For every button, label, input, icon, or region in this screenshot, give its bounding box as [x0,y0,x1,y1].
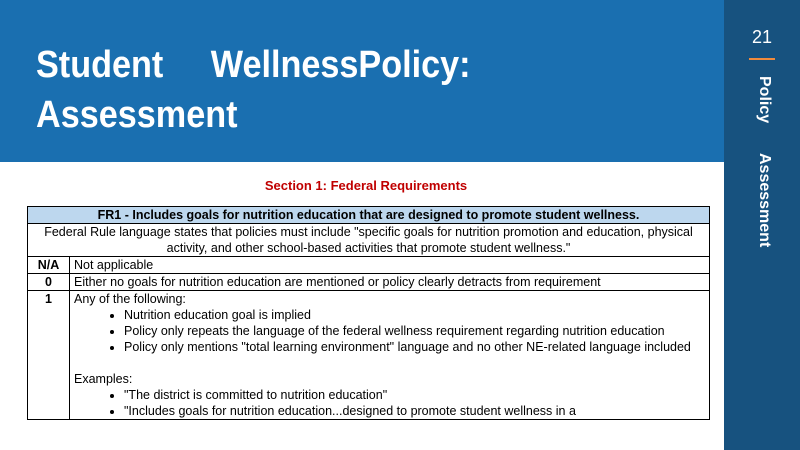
slide-number: 21 [751,27,773,47]
table-header-row [28,207,710,224]
criteria-bullet-list [74,307,705,355]
criteria-cell: Either no goals for nutrition education are mentioned or policy clearly detracts from requirement [70,274,710,291]
criteria-intro: Any of the following: [74,292,186,306]
table-description: Federal Rule language states that policies must include "specific goals for nutrition promotion and education, physical activity, and other school-based activities that promote student wellness." [28,224,710,257]
list-item: • Nutrition education goal is implied [124,307,705,323]
table-header: FR1 - Includes goals for nutrition education that are designed to promote student wellness. [28,207,710,224]
section-title: Section 1: Federal Requirements [264,178,468,193]
criteria-cell: Not applicable [70,257,710,274]
list-item: • Policy only mentions "total learning environment" language and no other NE-related language included [124,339,705,355]
right-sidebar [724,0,800,450]
list-item: • Policy only repeats the language of the federal wellness requirement regarding nutrition education [124,323,705,339]
list-item: • "The district is committed to nutrition education" [124,387,705,403]
examples-bullet-list [74,387,705,419]
table-row [28,257,710,274]
slide-number-underline [749,58,775,60]
table-description-row [28,224,710,257]
score-cell: 1 [28,291,70,420]
criteria-cell [70,291,710,420]
list-item: • "Includes goals for nutrition education...designed to promote student wellness in a [124,403,705,419]
score-cell: N/A [28,257,70,274]
table-row [28,274,710,291]
score-cell: 0 [28,274,70,291]
rubric-table [27,206,710,420]
sidebar-label: PolicyAssessment [756,76,773,248]
table-row [28,291,710,420]
title-banner [0,0,724,162]
slide-title: Student WellnessPolicy: Assessment [36,44,471,136]
examples-label: Examples: [74,372,133,386]
